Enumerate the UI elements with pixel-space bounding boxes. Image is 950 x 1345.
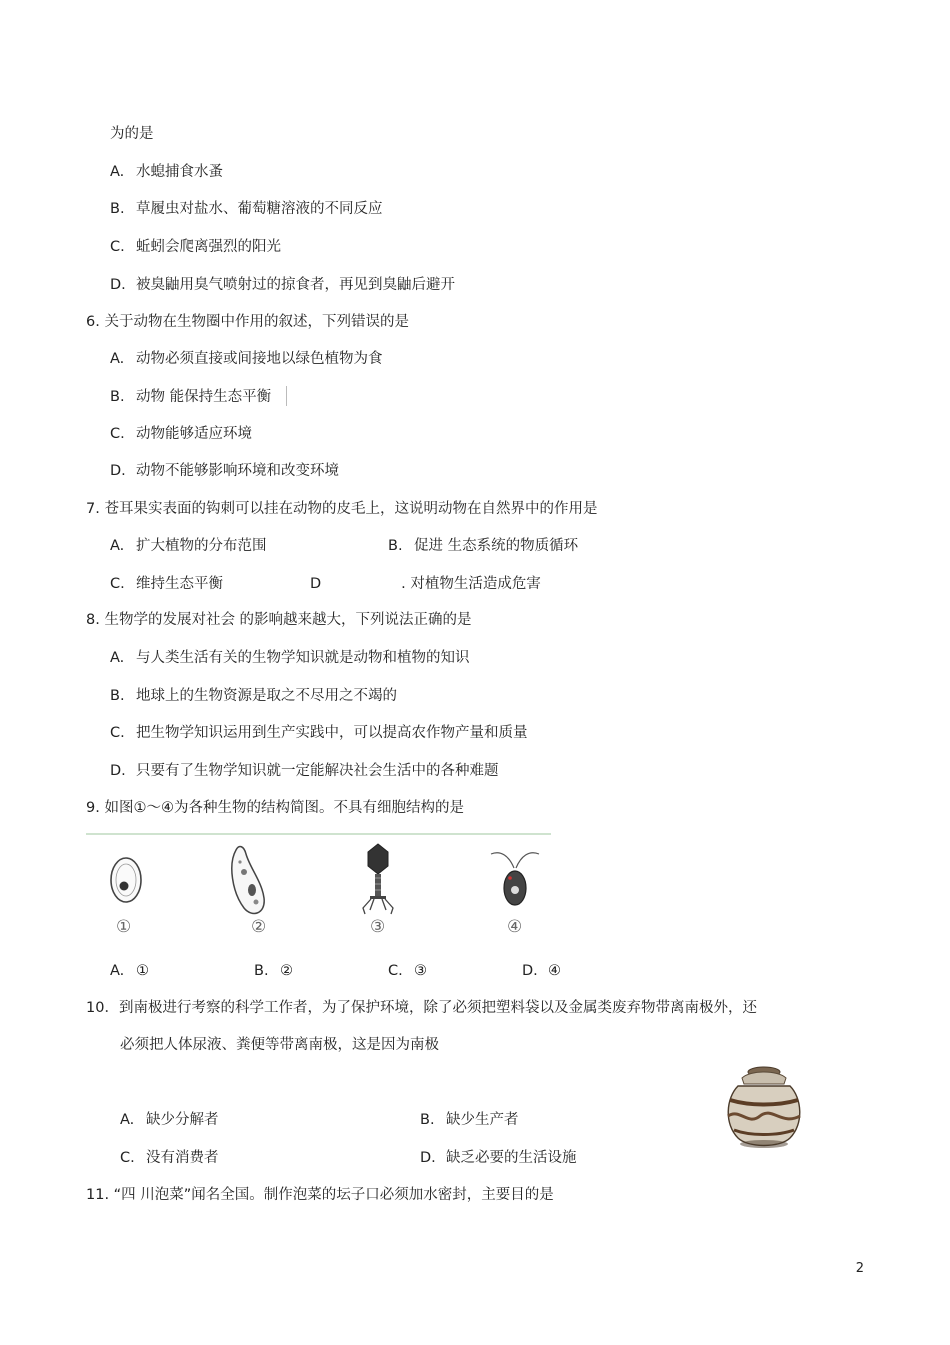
figure-label-1: ① [116,917,132,937]
q10-stem-line1: 10．到南极进行考察的科学工作者，为了保护环境，除了必须把塑料袋以及金属类废弃物带离南极外，还 [86,1000,757,1016]
q8-option-a[interactable]: A. 与人类生活有关的生物学知识就是动物和植物的知识 [110,650,470,666]
q6-option-c[interactable]: C. 动物能够适应环境 [110,426,252,442]
q9-option-b[interactable]: B. ② [254,963,293,979]
q8-option-c[interactable]: C. 把生物学知识运用到生产实践中，可以提高农作物产量和质量 [110,725,528,741]
q8-stem: 8. 生物学的发展对社会 的影响越来越大，下列说法正确的是 [86,612,472,628]
q5-option-c[interactable]: C. 蚯蚓会爬离强烈的阳光 [110,239,281,255]
q5-stem-tail: 为的是 [110,126,154,142]
q10-option-c[interactable]: C. 没有消费者 [120,1150,219,1166]
q6-stem: 6. 关于动物在生物圈中作用的叙述，下列错误的是 [86,314,409,330]
q10-option-a[interactable]: A. 缺少分解者 [120,1112,219,1128]
q7-option-b[interactable]: B. 促进 生态系统的物质循环 [388,538,579,554]
q11-stem: 11. “四 川泡菜”闻名全国。制作泡菜的坛子口必须加水密封，主要目的是 [86,1187,554,1203]
q5-option-b[interactable]: B. 草履虫对盐水、葡萄糖溶液的不同反应 [110,201,383,217]
q7-option-c[interactable]: C. 维持生态平衡 [110,576,223,592]
q6-option-b[interactable]: B. 动物 能保持生态平衡 [110,389,272,405]
q6-option-d[interactable]: D. 动物不能够影响环境和改变环境 [110,463,339,479]
figure-label-3: ③ [370,917,386,937]
q7-option-a[interactable]: A. 扩大植物的分布范围 [110,538,267,554]
q10-stem-line2: 必须把人体尿液、粪便等带离南极，这是因为南极 [120,1037,439,1053]
q5-option-d[interactable]: D. 被臭鼬用臭气喷射过的掠食者，再见到臭鼬后避开 [110,277,455,293]
q9-option-d[interactable]: D. ④ [522,963,561,979]
q8-option-d[interactable]: D. 只要有了生物学知识就一定能解决社会生活中的各种难题 [110,763,499,779]
figure-top-rule [86,833,551,835]
figure-label-4: ④ [507,917,523,937]
q6-option-a[interactable]: A. 动物必须直接或间接地以绿色植物为食 [110,351,383,367]
figure-label-2: ② [251,917,267,937]
q10-option-b[interactable]: B. 缺少生产者 [420,1112,519,1128]
q10-option-d[interactable]: D. 缺乏必要的生活设施 [420,1150,577,1166]
page-number: 2 [855,1261,864,1276]
q9-stem: 9. 如图①～④为各种生物的结构简图。不具有细胞结构的是 [86,800,464,816]
q7-stem: 7. 苍耳果实表面的钩刺可以挂在动物的皮毛上，这说明动物在自然界中的作用是 [86,501,598,517]
text-cursor-mark [286,386,287,406]
q9-option-c[interactable]: C. ③ [388,963,427,979]
q7-option-d[interactable]: D . 对植物生活造成危害 [310,576,541,592]
pickle-jar-icon [720,1064,808,1158]
q8-option-b[interactable]: B. 地球上的生物资源是取之不尽用之不竭的 [110,688,397,704]
q5-option-a[interactable]: A. 水螅捕食水蚤 [110,164,223,180]
q9-option-a[interactable]: A. ① [110,963,149,979]
